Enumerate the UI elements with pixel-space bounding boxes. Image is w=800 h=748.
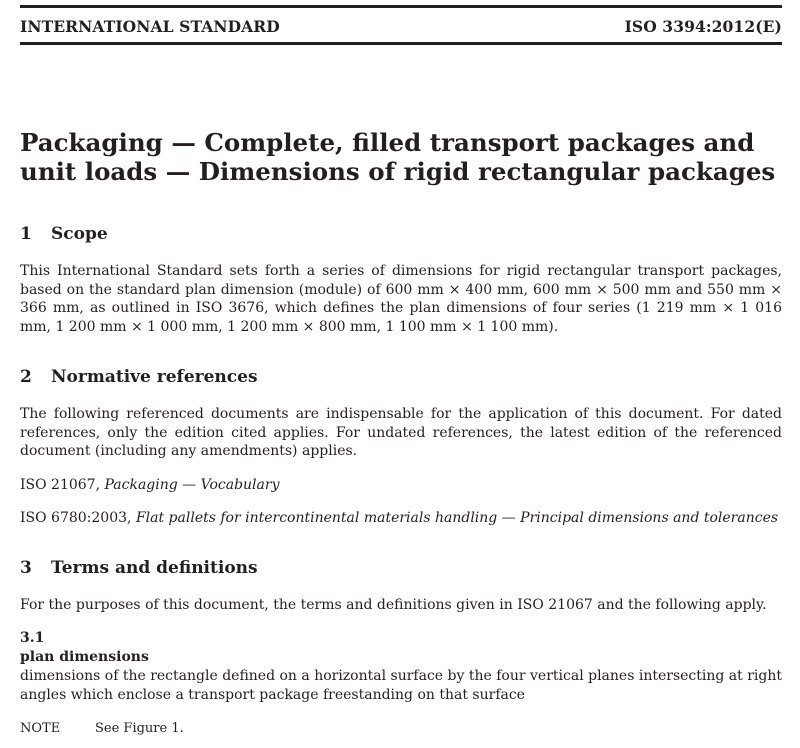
reference-code: ISO 6780:2003, <box>20 510 136 526</box>
term-entry-name: plan dimensions <box>20 649 149 665</box>
section-number: 1 <box>20 224 32 244</box>
section-terms-heading <box>20 558 258 578</box>
header-document-number: ISO 3394:2012(E) <box>624 17 782 36</box>
section-number: 3 <box>20 558 32 578</box>
document-title: Packaging — Complete, filled transport packages and unit loads — Dimensions of rigid rectangular packages <box>20 128 776 186</box>
header-document-type: INTERNATIONAL STANDARD <box>20 17 280 36</box>
section-title: Scope <box>51 224 108 244</box>
term-entry-number: 3.1 <box>20 630 45 646</box>
section-number: 2 <box>20 367 32 387</box>
reference-title: Flat pallets for intercontinental materials handling — Principal dimensions and tolerances <box>135 510 779 526</box>
section-title: Terms and definitions <box>51 558 258 578</box>
term-note <box>20 720 184 738</box>
normative-paragraph: The following referenced documents are indispensable for the application of this document. For dated references, only the edition cited applies. For undated references, the latest edition of the referenced document (including any amendments) applies. <box>20 406 782 460</box>
reference-item <box>20 476 782 494</box>
page-header <box>20 5 782 45</box>
term-definition: dimensions of the rectangle defined on a horizontal surface by the four vertical planes intersecting at right angles which enclose a transport package freestanding on that surface <box>20 668 782 703</box>
scope-paragraph: This International Standard sets forth a series of dimensions for rigid rectangular transport packages, based on the standard plan dimension (module) of 600 mm × 400 mm, 600 mm × 500 mm and 550 mm × 366 mm, as outlined in ISO 3676, which defines the plan dimensions of four series (1 219 mm × 1 016 mm, 1 200 mm × 1 000 mm, 1 200 mm × 800 mm, 1 100 mm × 1 100 mm). <box>20 263 782 336</box>
note-text: See Figure 1. <box>95 721 184 736</box>
reference-title: Packaging — Vocabulary <box>104 477 280 493</box>
section-normative-heading <box>20 367 258 387</box>
section-scope-heading <box>20 224 108 244</box>
reference-code: ISO 21067, <box>20 477 105 493</box>
section-title: Normative references <box>51 367 258 387</box>
reference-item <box>20 509 782 527</box>
note-label: NOTE <box>20 721 61 736</box>
terms-paragraph: For the purposes of this document, the terms and definitions given in ISO 21067 and the following apply. <box>20 597 767 613</box>
